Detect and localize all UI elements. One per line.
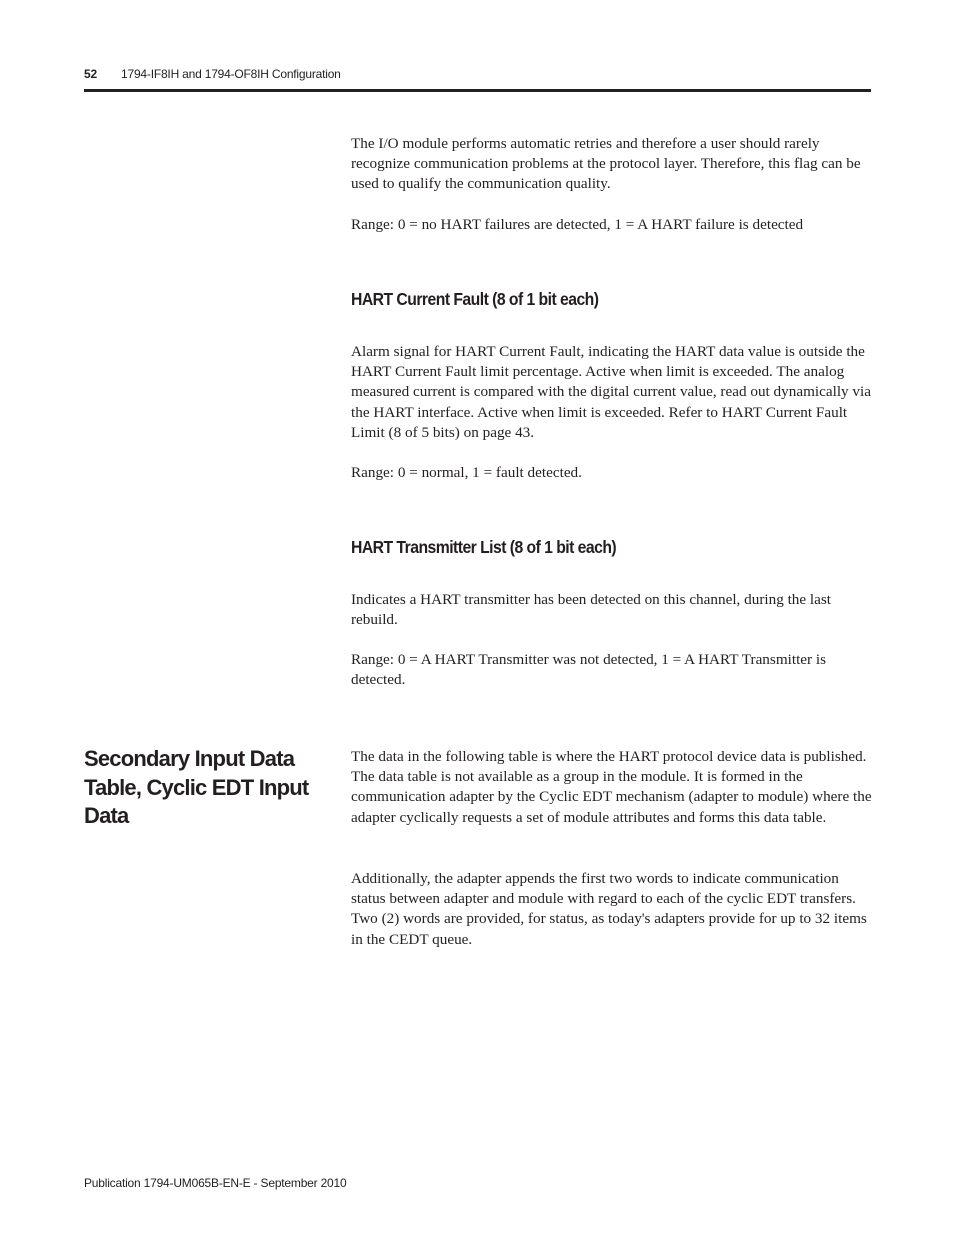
intro-range: Range: 0 = no HART failures are detected, 1 = A HART failure is detected xyxy=(351,216,804,233)
running-title: 1794-IF8IH and 1794-OF8IH Configuration xyxy=(121,67,341,81)
page-number: 52 xyxy=(84,67,97,81)
hart-current-fault-range: Range: 0 = normal, 1 = fault detected. xyxy=(351,464,582,481)
hart-transmitter-list-paragraph: Indicates a HART transmitter has been detected on this channel, during the last rebuild. xyxy=(351,591,832,629)
secondary-input-paragraph-1: The data in the following table is where the HART protocol device data is published. The data table is not available as a group in the module. It is formed in the communication adapter by the Cyclic EDT mechanism (adapter to module) where the adapter cyclically requests a set of module attributes and forms this data table. xyxy=(351,748,872,826)
hart-current-fault-heading: HART Current Fault (8 of 1 bit each) xyxy=(351,289,599,309)
page-footer: Publication 1794-UM065B-EN-E - September 2010 xyxy=(84,1176,347,1190)
intro-paragraph: The I/O module performs automatic retries and therefore a user should rarely recognize communication problems at the protocol layer. Therefore, this flag can be used to qualify the communication quality. xyxy=(351,135,861,193)
hart-current-fault-paragraph: Alarm signal for HART Current Fault, indicating the HART data value is outside the HART Current Fault limit percentage. Active when limit is exceeded. The analog measured current is compared with the digital current value, read out dynamically via the HART interface. Active when limit is exceeded. Refer to HART Current Fault Limit (8 of 5 bits) on page 43. xyxy=(351,343,871,441)
hart-transmitter-list-heading: HART Transmitter List (8 of 1 bit each) xyxy=(351,537,617,557)
header-rule xyxy=(84,89,871,92)
hart-transmitter-list-range: Range: 0 = A HART Transmitter was not detected, 1 = A HART Transmitter is detected. xyxy=(351,651,827,689)
secondary-input-heading: Secondary Input Data Table, Cyclic EDT Input Data xyxy=(84,746,309,828)
secondary-input-paragraph-2: Additionally, the adapter appends the first two words to indicate communication status between adapter and module with regard to each of the cyclic EDT transfers. Two (2) words are provided, for status, as today's adapters provide for up to 32 items in the CEDT queue. xyxy=(351,870,867,948)
